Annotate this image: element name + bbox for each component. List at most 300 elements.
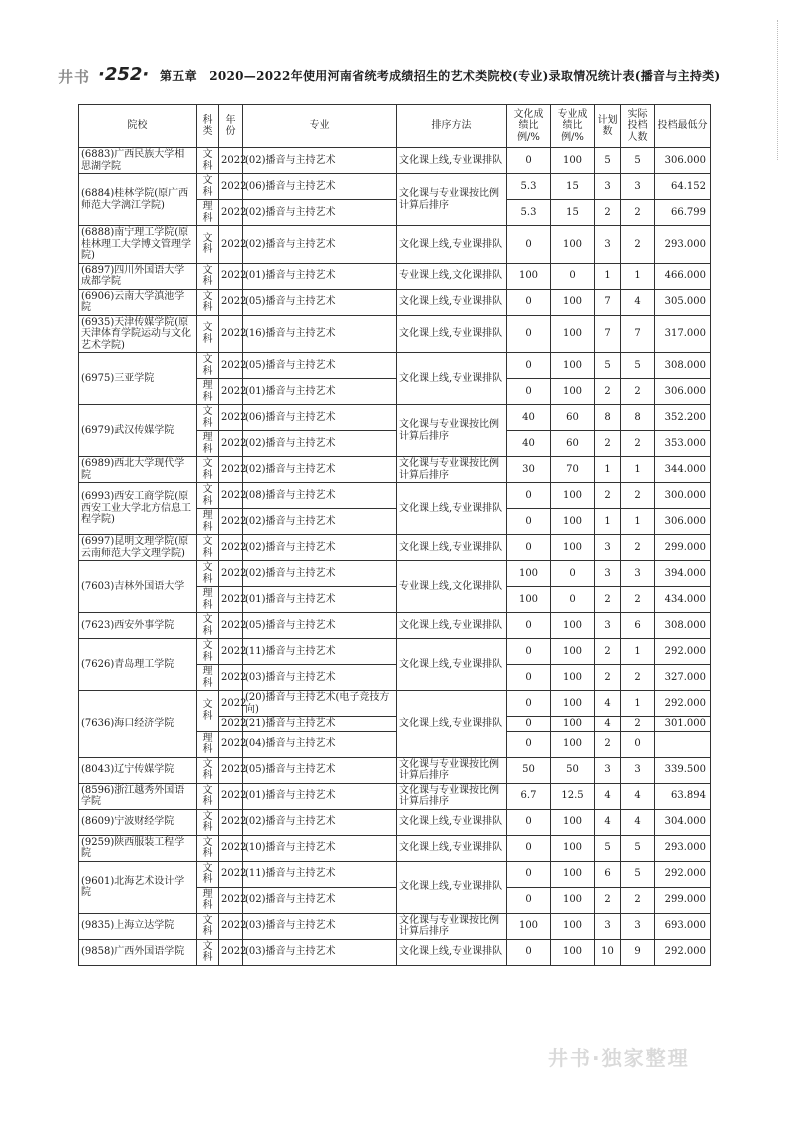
cell-major-ratio: 12.5	[551, 783, 595, 809]
cell-plan: 10	[595, 939, 621, 965]
cell-school: (9858)广西外国语学院	[79, 939, 197, 965]
cell-major-ratio: 100	[551, 691, 595, 717]
cell-plan: 3	[595, 561, 621, 587]
cell-major: (05)播音与主持艺术	[243, 289, 397, 315]
cell-culture-ratio: 100	[507, 263, 551, 289]
cell-school: (6979)武汉传媒学院	[79, 405, 197, 457]
table-row	[79, 639, 711, 665]
cell-min-score: 352.200	[655, 405, 711, 431]
cell-actual: 3	[621, 561, 655, 587]
cell-culture-ratio: 0	[507, 379, 551, 405]
cell-method: 文化课上线,专业课排队	[397, 148, 507, 174]
cell-culture-ratio: 30	[507, 457, 551, 483]
admission-table-container	[78, 104, 710, 966]
cell-school: (6989)西北大学现代学院	[79, 457, 197, 483]
cell-kelei: 理科	[197, 379, 219, 405]
cell-major: (03)播音与主持艺术	[243, 939, 397, 965]
cell-culture-ratio: 50	[507, 757, 551, 783]
cell-kelei: 理科	[197, 200, 219, 226]
cell-major: (01)播音与主持艺术	[243, 783, 397, 809]
cell-method: 文化课与专业课按比例计算后排序	[397, 174, 507, 226]
cell-major-ratio: 0	[551, 561, 595, 587]
table-row	[79, 613, 711, 639]
cell-culture-ratio: 6.7	[507, 783, 551, 809]
brand-mark: 井书	[58, 68, 91, 86]
cell-culture-ratio: 0	[507, 483, 551, 509]
cell-year: 2022	[219, 757, 243, 783]
cell-major: (02)播音与主持艺术	[243, 148, 397, 174]
cell-major: (06)播音与主持艺术	[243, 405, 397, 431]
cell-actual: 9	[621, 939, 655, 965]
cell-year: 2022	[219, 457, 243, 483]
cell-kelei: 理科	[197, 431, 219, 457]
cell-min-score: 64.152	[655, 174, 711, 200]
cell-plan: 1	[595, 509, 621, 535]
cell-year: 2022	[219, 561, 243, 587]
cell-year: 2022	[219, 509, 243, 535]
cell-min-score: 308.000	[655, 353, 711, 379]
cell-major: (02)播音与主持艺术	[243, 431, 397, 457]
cell-culture-ratio: 0	[507, 639, 551, 665]
cell-year: 2022	[219, 431, 243, 457]
cell-major-ratio: 100	[551, 835, 595, 861]
col-header-major-ratio: 专业成绩比例/%	[551, 105, 595, 148]
cell-major: (20)播音与主持艺术(电子竞技方向)	[243, 691, 397, 717]
cell-kelei: 文科	[197, 835, 219, 861]
col-header-plan: 计划数	[595, 105, 621, 148]
cell-method: 文化课上线,专业课排队	[397, 353, 507, 405]
cell-major: (08)播音与主持艺术	[243, 483, 397, 509]
cell-major-ratio: 100	[551, 809, 595, 835]
cell-major: (01)播音与主持艺术	[243, 587, 397, 613]
cell-major-ratio: 100	[551, 731, 595, 757]
col-header-culture-ratio: 文化成绩比例/%	[507, 105, 551, 148]
cell-actual: 3	[621, 913, 655, 939]
cell-method: 文化课上线,专业课排队	[397, 639, 507, 691]
col-header-actual: 实际投档人数	[621, 105, 655, 148]
cell-plan: 7	[595, 315, 621, 353]
cell-actual: 1	[621, 457, 655, 483]
table-row	[79, 783, 711, 809]
cell-min-score: 292.000	[655, 639, 711, 665]
cell-min-score: 306.000	[655, 379, 711, 405]
cell-method: 文化课上线,专业课排队	[397, 289, 507, 315]
cell-plan: 3	[595, 535, 621, 561]
cell-actual: 1	[621, 691, 655, 717]
cell-kelei: 理科	[197, 731, 219, 757]
cell-min-score: 300.000	[655, 483, 711, 509]
cell-actual: 5	[621, 835, 655, 861]
cell-method: 专业课上线,文化课排队	[397, 263, 507, 289]
cell-year: 2022	[219, 639, 243, 665]
cell-min-score: 693.000	[655, 913, 711, 939]
cell-school: (6906)云南大学滇池学院	[79, 289, 197, 315]
cell-major: (02)播音与主持艺术	[243, 535, 397, 561]
cell-culture-ratio: 0	[507, 691, 551, 717]
cell-year: 2022	[219, 174, 243, 200]
cell-actual: 1	[621, 263, 655, 289]
cell-kelei: 文科	[197, 353, 219, 379]
cell-major-ratio: 100	[551, 535, 595, 561]
table-row	[79, 148, 711, 174]
cell-plan: 2	[595, 379, 621, 405]
table-row	[79, 405, 711, 431]
cell-culture-ratio: 0	[507, 226, 551, 264]
cell-kelei: 理科	[197, 509, 219, 535]
cell-year: 2022	[219, 665, 243, 691]
cell-major: (11)播音与主持艺术	[243, 639, 397, 665]
cell-major-ratio: 100	[551, 353, 595, 379]
cell-major-ratio: 50	[551, 757, 595, 783]
cell-major: (11)播音与主持艺术	[243, 861, 397, 887]
table-row	[79, 691, 711, 717]
cell-major-ratio: 100	[551, 148, 595, 174]
footer-watermark: 井书·独家整理	[548, 1046, 690, 1070]
cell-plan: 3	[595, 226, 621, 264]
cell-major-ratio: 100	[551, 509, 595, 535]
cell-year: 2022	[219, 483, 243, 509]
cell-school: (6993)西安工商学院(原西安工业大学北方信息工程学院)	[79, 483, 197, 535]
cell-plan: 2	[595, 731, 621, 757]
cell-min-score: 394.000	[655, 561, 711, 587]
cell-year: 2022	[219, 691, 243, 717]
cell-kelei: 文科	[197, 757, 219, 783]
cell-min-score: 293.000	[655, 835, 711, 861]
cell-min-score: 292.000	[655, 691, 711, 717]
table-row	[79, 483, 711, 509]
table-row	[79, 353, 711, 379]
cell-method: 文化课上线,专业课排队	[397, 835, 507, 861]
cell-min-score: 317.000	[655, 315, 711, 353]
cell-kelei: 文科	[197, 405, 219, 431]
cell-min-score: 339.500	[655, 757, 711, 783]
cell-kelei: 文科	[197, 457, 219, 483]
cell-kelei: 文科	[197, 263, 219, 289]
cell-actual: 2	[621, 483, 655, 509]
cell-major-ratio: 70	[551, 457, 595, 483]
cell-actual: 2	[621, 717, 655, 732]
cell-min-score: 306.000	[655, 509, 711, 535]
cell-plan: 1	[595, 457, 621, 483]
cell-major-ratio: 60	[551, 405, 595, 431]
cell-method: 文化课上线,专业课排队	[397, 535, 507, 561]
cell-major: (02)播音与主持艺术	[243, 561, 397, 587]
cell-actual: 4	[621, 783, 655, 809]
cell-major: (02)播音与主持艺术	[243, 457, 397, 483]
cell-min-score: 308.000	[655, 613, 711, 639]
cell-method: 文化课与专业课按比例计算后排序	[397, 757, 507, 783]
cell-school: (9835)上海立达学院	[79, 913, 197, 939]
table-row	[79, 315, 711, 353]
col-header-major: 专业	[243, 105, 397, 148]
cell-school: (7603)吉林外国语大学	[79, 561, 197, 613]
cell-kelei: 理科	[197, 587, 219, 613]
cell-actual: 5	[621, 148, 655, 174]
cell-culture-ratio: 40	[507, 431, 551, 457]
cell-culture-ratio: 0	[507, 835, 551, 861]
cell-major-ratio: 0	[551, 263, 595, 289]
cell-actual: 2	[621, 200, 655, 226]
cell-major-ratio: 100	[551, 861, 595, 887]
table-body	[79, 148, 711, 966]
table-row	[79, 861, 711, 887]
cell-major: (16)播音与主持艺术	[243, 315, 397, 353]
table-row	[79, 289, 711, 315]
cell-year: 2022	[219, 717, 243, 732]
cell-plan: 8	[595, 405, 621, 431]
cell-kelei: 文科	[197, 613, 219, 639]
cell-culture-ratio: 100	[507, 587, 551, 613]
cell-plan: 4	[595, 783, 621, 809]
col-header-kelei: 科类	[197, 105, 219, 148]
cell-culture-ratio: 0	[507, 939, 551, 965]
cell-major: (06)播音与主持艺术	[243, 174, 397, 200]
cell-actual: 7	[621, 315, 655, 353]
cell-min-score: 305.000	[655, 289, 711, 315]
cell-major: (02)播音与主持艺术	[243, 887, 397, 913]
cell-culture-ratio: 0	[507, 809, 551, 835]
cell-year: 2022	[219, 315, 243, 353]
cell-school: (6897)四川外国语大学成都学院	[79, 263, 197, 289]
cell-plan: 3	[595, 913, 621, 939]
cell-kelei: 文科	[197, 939, 219, 965]
col-header-school: 院校	[79, 105, 197, 148]
cell-method: 文化课与专业课按比例计算后排序	[397, 405, 507, 457]
cell-actual: 2	[621, 431, 655, 457]
cell-culture-ratio: 0	[507, 665, 551, 691]
cell-major: (05)播音与主持艺术	[243, 353, 397, 379]
cell-school: (7626)青岛理工学院	[79, 639, 197, 691]
cell-min-score: 344.000	[655, 457, 711, 483]
cell-major: (04)播音与主持艺术	[243, 731, 397, 757]
cell-year: 2022	[219, 226, 243, 264]
cell-min-score	[655, 731, 711, 757]
cell-major-ratio: 100	[551, 665, 595, 691]
cell-min-score: 466.000	[655, 263, 711, 289]
cell-culture-ratio: 100	[507, 913, 551, 939]
cell-kelei: 文科	[197, 783, 219, 809]
cell-kelei: 文科	[197, 861, 219, 887]
table-row	[79, 835, 711, 861]
cell-major: (21)播音与主持艺术	[243, 717, 397, 732]
cell-actual: 3	[621, 174, 655, 200]
cell-major-ratio: 100	[551, 483, 595, 509]
cell-major: (02)播音与主持艺术	[243, 509, 397, 535]
cell-major-ratio: 100	[551, 887, 595, 913]
cell-major-ratio: 100	[551, 289, 595, 315]
cell-method: 文化课上线,专业课排队	[397, 809, 507, 835]
cell-school: (9259)陕西服装工程学院	[79, 835, 197, 861]
cell-min-score: 299.000	[655, 535, 711, 561]
cell-actual: 1	[621, 639, 655, 665]
cell-plan: 5	[595, 835, 621, 861]
cell-year: 2022	[219, 379, 243, 405]
table-row	[79, 174, 711, 200]
cell-actual: 2	[621, 665, 655, 691]
cell-school: (6935)天津传媒学院(原天津体育学院运动与文化艺术学院)	[79, 315, 197, 353]
cell-kelei: 文科	[197, 561, 219, 587]
cell-major-ratio: 15	[551, 174, 595, 200]
cell-method: 文化课上线,专业课排队	[397, 315, 507, 353]
cell-actual: 8	[621, 405, 655, 431]
cell-major-ratio: 15	[551, 200, 595, 226]
cell-year: 2022	[219, 809, 243, 835]
cell-actual: 2	[621, 587, 655, 613]
cell-school: (6888)南宁理工学院(原桂林理工大学博文管理学院)	[79, 226, 197, 264]
cell-year: 2022	[219, 835, 243, 861]
cell-actual: 2	[621, 535, 655, 561]
cell-school: (6883)广西民族大学相思湖学院	[79, 148, 197, 174]
page-edge-decoration	[777, 20, 792, 160]
cell-year: 2022	[219, 353, 243, 379]
cell-major: (02)播音与主持艺术	[243, 809, 397, 835]
cell-min-score: 434.000	[655, 587, 711, 613]
cell-school: (6997)昆明文理学院(原云南师范大学文理学院)	[79, 535, 197, 561]
cell-major-ratio: 100	[551, 913, 595, 939]
cell-school: (6884)桂林学院(原广西师范大学漓江学院)	[79, 174, 197, 226]
cell-kelei: 文科	[197, 535, 219, 561]
cell-method: 文化课与专业课按比例计算后排序	[397, 783, 507, 809]
cell-culture-ratio: 0	[507, 717, 551, 732]
cell-major-ratio: 100	[551, 315, 595, 353]
cell-actual: 2	[621, 887, 655, 913]
cell-kelei: 文科	[197, 639, 219, 665]
cell-min-score: 292.000	[655, 861, 711, 887]
cell-year: 2022	[219, 613, 243, 639]
cell-actual: 4	[621, 289, 655, 315]
cell-min-score: 292.000	[655, 939, 711, 965]
col-header-min-score: 投档最低分	[655, 105, 711, 148]
chapter-title: 第五章 2020—2022年使用河南省统考成绩招生的艺术类院校(专业)录取情况统计表(播音与主持类)	[160, 69, 721, 83]
cell-school: (8609)宁波财经学院	[79, 809, 197, 835]
cell-min-score: 301.000	[655, 717, 711, 732]
cell-actual: 5	[621, 861, 655, 887]
cell-method: 文化课上线,专业课排队	[397, 226, 507, 264]
cell-culture-ratio: 0	[507, 535, 551, 561]
cell-plan: 2	[595, 200, 621, 226]
cell-year: 2022	[219, 913, 243, 939]
cell-school: (8043)辽宁传媒学院	[79, 757, 197, 783]
cell-plan: 7	[595, 289, 621, 315]
cell-actual: 2	[621, 226, 655, 264]
cell-major-ratio: 100	[551, 613, 595, 639]
cell-culture-ratio: 0	[507, 887, 551, 913]
page-number: ·252·	[98, 64, 150, 85]
cell-method: 文化课上线,专业课排队	[397, 939, 507, 965]
cell-plan: 3	[595, 757, 621, 783]
cell-major-ratio: 100	[551, 639, 595, 665]
col-header-year: 年份	[219, 105, 243, 148]
cell-culture-ratio: 0	[507, 509, 551, 535]
cell-major: (02)播音与主持艺术	[243, 200, 397, 226]
cell-actual: 6	[621, 613, 655, 639]
cell-kelei: 文科	[197, 148, 219, 174]
cell-method: 文化课上线,专业课排队	[397, 691, 507, 758]
cell-min-score: 66.799	[655, 200, 711, 226]
cell-school: (9601)北海艺术设计学院	[79, 861, 197, 913]
cell-culture-ratio: 0	[507, 731, 551, 757]
cell-school: (7623)西安外事学院	[79, 613, 197, 639]
col-header-method: 排序方法	[397, 105, 507, 148]
cell-min-score: 299.000	[655, 887, 711, 913]
cell-year: 2022	[219, 405, 243, 431]
cell-year: 2022	[219, 148, 243, 174]
cell-plan: 2	[595, 431, 621, 457]
cell-major-ratio: 100	[551, 226, 595, 264]
cell-actual: 1	[621, 509, 655, 535]
cell-culture-ratio: 0	[507, 148, 551, 174]
cell-culture-ratio: 5.3	[507, 200, 551, 226]
cell-min-score: 327.000	[655, 665, 711, 691]
cell-major-ratio: 100	[551, 379, 595, 405]
cell-kelei: 理科	[197, 887, 219, 913]
cell-min-score: 353.000	[655, 431, 711, 457]
cell-school: (7636)海口经济学院	[79, 691, 197, 758]
cell-plan: 1	[595, 263, 621, 289]
cell-kelei: 文科	[197, 691, 219, 732]
cell-method: 专业课上线,文化课排队	[397, 561, 507, 613]
cell-plan: 2	[595, 483, 621, 509]
cell-kelei: 文科	[197, 315, 219, 353]
cell-year: 2022	[219, 887, 243, 913]
cell-plan: 2	[595, 887, 621, 913]
cell-major: (03)播音与主持艺术	[243, 665, 397, 691]
cell-major-ratio: 0	[551, 587, 595, 613]
cell-culture-ratio: 0	[507, 315, 551, 353]
cell-plan: 6	[595, 861, 621, 887]
cell-culture-ratio: 0	[507, 613, 551, 639]
cell-method: 文化课与专业课按比例计算后排序	[397, 457, 507, 483]
table-row	[79, 913, 711, 939]
cell-kelei: 文科	[197, 174, 219, 200]
cell-culture-ratio: 0	[507, 289, 551, 315]
cell-plan: 2	[595, 587, 621, 613]
cell-plan: 5	[595, 148, 621, 174]
page-header	[58, 62, 721, 92]
cell-actual: 5	[621, 353, 655, 379]
cell-min-score: 306.000	[655, 148, 711, 174]
cell-year: 2022	[219, 535, 243, 561]
admission-table	[78, 104, 711, 966]
cell-culture-ratio: 100	[507, 561, 551, 587]
cell-major: (05)播音与主持艺术	[243, 757, 397, 783]
cell-major-ratio: 100	[551, 717, 595, 732]
cell-min-score: 293.000	[655, 226, 711, 264]
cell-actual: 3	[621, 757, 655, 783]
cell-method: 文化课与专业课按比例计算后排序	[397, 913, 507, 939]
table-row	[79, 263, 711, 289]
cell-kelei: 理科	[197, 665, 219, 691]
cell-major: (01)播音与主持艺术	[243, 263, 397, 289]
cell-culture-ratio: 0	[507, 353, 551, 379]
cell-kelei: 文科	[197, 226, 219, 264]
cell-school: (6975)三亚学院	[79, 353, 197, 405]
cell-major-ratio: 60	[551, 431, 595, 457]
cell-year: 2022	[219, 587, 243, 613]
cell-plan: 3	[595, 174, 621, 200]
cell-year: 2022	[219, 861, 243, 887]
cell-method: 文化课上线,专业课排队	[397, 483, 507, 535]
cell-kelei: 文科	[197, 913, 219, 939]
cell-actual: 4	[621, 809, 655, 835]
cell-min-score: 304.000	[655, 809, 711, 835]
cell-kelei: 文科	[197, 809, 219, 835]
cell-kelei: 文科	[197, 289, 219, 315]
table-row	[79, 939, 711, 965]
cell-year: 2022	[219, 263, 243, 289]
cell-plan: 2	[595, 639, 621, 665]
cell-actual: 0	[621, 731, 655, 757]
